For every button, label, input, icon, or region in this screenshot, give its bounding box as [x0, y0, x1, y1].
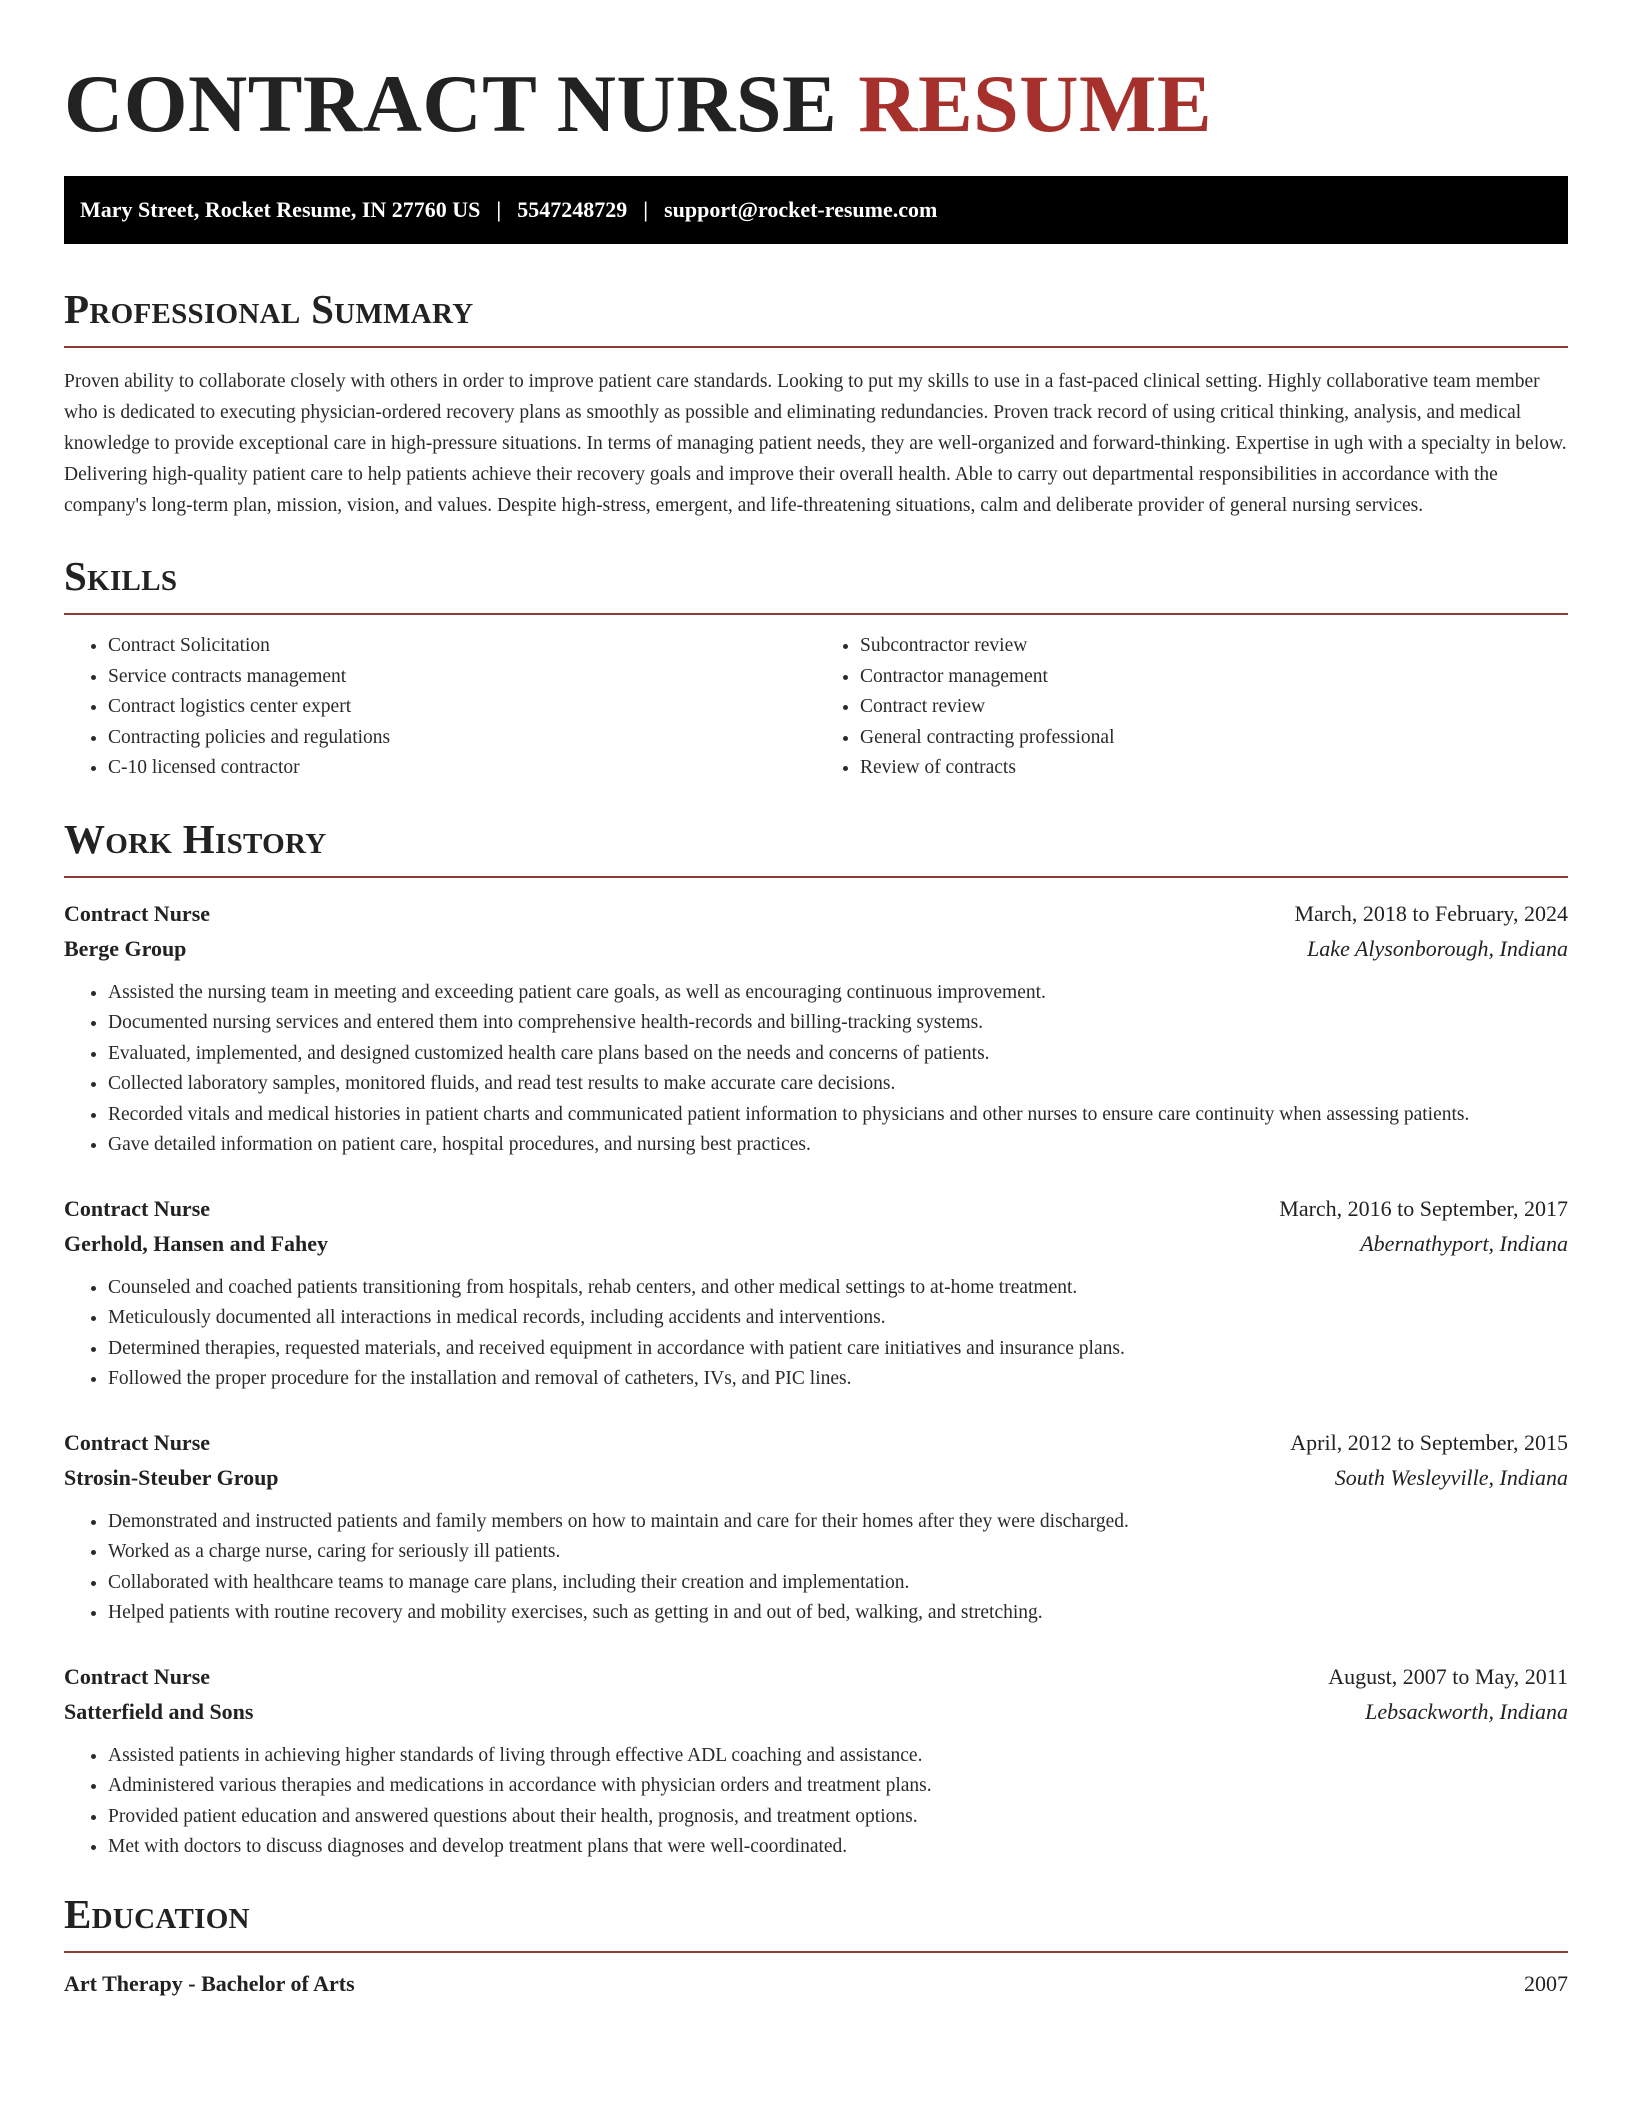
- job-duty: • Gave detailed information on patient care, hospital procedures, and nursing best practices.: [108, 1130, 1568, 1161]
- job-entry: [64, 1191, 1568, 1395]
- job-dates: April, 2012 to September, 2015: [1290, 1429, 1568, 1455]
- section-heading-summary: Professional Summary: [64, 286, 474, 332]
- skill-item: • Review of contracts: [860, 753, 1568, 784]
- contact-separator: |: [496, 197, 502, 222]
- skill-item: • General contracting professional: [860, 723, 1568, 754]
- education-year: 2007: [1524, 1970, 1568, 1996]
- section-heading-work-history: Work History: [64, 815, 327, 862]
- education-degree: Art Therapy - Bachelor of Arts: [64, 1970, 355, 1996]
- job-duty: • Provided patient education and answered questions about their health, prognosis, and treatment options.: [108, 1802, 1568, 1833]
- job-duty: • Collaborated with healthcare teams to manage care plans, including their creation and implementation.: [108, 1568, 1568, 1599]
- job-duty: • Assisted patients in achieving higher standards of living through effective ADL coaching and assistance.: [108, 1741, 1568, 1772]
- job-duty: • Administered various therapies and medications in accordance with physician orders and treatment plans.: [108, 1771, 1568, 1802]
- section-heading-skills: Skills: [64, 553, 178, 599]
- job-title: Contract Nurse: [64, 900, 211, 926]
- job-duty: • Met with doctors to discuss diagnoses and develop treatment plans that were well-coordinated.: [108, 1832, 1568, 1863]
- job-duties: [64, 1273, 1568, 1395]
- job-entry: [64, 1659, 1568, 1863]
- summary-text: Proven ability to collaborate closely with others in order to improve patient care standards. Looking to put my skills to use in a fast-paced clinical setting. Highly collaborative team member who is dedicated to executing physician-ordered recovery plans as smoothly as possible and eliminating redundancies. Proven track record of using critical thinking, analysis, and medical knowledge to provide exceptional care in high-pressure situations. In terms of managing patient needs, they are well-organized and forward-thinking. Expertise in ugh with a specialty in below. Delivering high-quality patient care to help patients achieve their recovery goals and improve their overall health. Able to carry out departmental responsibilities in accordance with the company's long-term plan, mission, vision, and values. Despite high-stress, emergent, and life-threatening situations, calm and deliberate provider of general nursing services.: [64, 371, 1567, 516]
- job-title: Contract Nurse: [64, 1195, 211, 1221]
- section-divider: [64, 613, 1568, 615]
- title-main: CONTRACT NURSE: [64, 58, 838, 149]
- contact-separator: |: [643, 197, 649, 222]
- education-section: [64, 1889, 1568, 1997]
- job-duty: • Evaluated, implemented, and designed customized health care plans based on the needs and concerns of patients.: [108, 1039, 1568, 1070]
- job-company: Berge Group: [64, 935, 187, 961]
- skill-item: • Subcontractor review: [860, 631, 1568, 662]
- skills-column-right: [816, 631, 1568, 784]
- title-accent: RESUME: [858, 58, 1213, 149]
- job-duty: • Helped patients with routine recovery and mobility exercises, such as getting in and out of bed, walking, and stretching.: [108, 1598, 1568, 1629]
- job-company: Gerhold, Hansen and Fahey: [64, 1230, 329, 1256]
- job-dates: March, 2016 to September, 2017: [1279, 1195, 1568, 1221]
- job-duty: • Determined therapies, requested materials, and received equipment in accordance with patient care initiatives and insurance plans.: [108, 1334, 1568, 1365]
- job-duty: • Worked as a charge nurse, caring for seriously ill patients.: [108, 1537, 1568, 1568]
- job-dates: August, 2007 to May, 2011: [1328, 1663, 1568, 1689]
- job-duty: • Recorded vitals and medical histories in patient charts and communicated patient information to physicians and other nurses to ensure care continuity when assessing patients.: [108, 1100, 1568, 1131]
- resume-title: [64, 0, 1568, 160]
- job-duties: [64, 1741, 1568, 1863]
- skill-item: • Contract logistics center expert: [108, 692, 816, 723]
- work-history-section: [64, 814, 1568, 1863]
- job-duty: • Assisted the nursing team in meeting and exceeding patient care goals, as well as encouraging continuous improvement.: [108, 978, 1568, 1009]
- skills-section: [64, 551, 1568, 784]
- job-location: Lebsackworth, Indiana: [1365, 1698, 1568, 1724]
- job-duty: • Meticulously documented all interactions in medical records, including accidents and interventions.: [108, 1303, 1568, 1334]
- job-title: Contract Nurse: [64, 1663, 211, 1689]
- skill-item: • C-10 licensed contractor: [108, 753, 816, 784]
- job-title: Contract Nurse: [64, 1429, 211, 1455]
- job-duty: • Followed the proper procedure for the installation and removal of catheters, IVs, and PIC lines.: [108, 1364, 1568, 1395]
- education-entry: [64, 1971, 1568, 1997]
- job-duty: • Documented nursing services and entered them into comprehensive health-records and billing-tracking systems.: [108, 1008, 1568, 1039]
- job-duties: [64, 1507, 1568, 1629]
- contact-phone: 5547248729: [517, 197, 628, 222]
- job-duty: • Demonstrated and instructed patients and family members on how to maintain and care for their homes after they were discharged.: [108, 1507, 1568, 1538]
- job-location: Abernathyport, Indiana: [1360, 1230, 1568, 1256]
- job-company: Satterfield and Sons: [64, 1698, 254, 1724]
- job-entry: [64, 1425, 1568, 1629]
- skills-column-left: [64, 631, 816, 784]
- contact-bar: [64, 176, 1568, 244]
- skills-list: [64, 631, 1568, 784]
- job-company: Strosin-Steuber Group: [64, 1464, 279, 1490]
- job-duty: • Counseled and coached patients transitioning from hospitals, rehab centers, and other medical settings to at-home treatment.: [108, 1273, 1568, 1304]
- skill-item: • Service contracts management: [108, 662, 816, 693]
- skill-item: • Contracting policies and regulations: [108, 723, 816, 754]
- job-duties: [64, 978, 1568, 1161]
- summary-section: [64, 284, 1568, 521]
- contact-email: support@rocket-resume.com: [664, 197, 938, 222]
- skill-item: • Contract review: [860, 692, 1568, 723]
- job-entry: [64, 896, 1568, 1161]
- section-divider: [64, 346, 1568, 348]
- contact-address: Mary Street, Rocket Resume, IN 27760 US: [80, 197, 481, 222]
- skill-item: • Contractor management: [860, 662, 1568, 693]
- skill-item: • Contract Solicitation: [108, 631, 816, 662]
- job-dates: March, 2018 to February, 2024: [1294, 900, 1568, 926]
- section-divider: [64, 876, 1568, 878]
- job-duty: • Collected laboratory samples, monitored fluids, and read test results to make accurate care decisions.: [108, 1069, 1568, 1100]
- job-location: South Wesleyville, Indiana: [1334, 1464, 1568, 1490]
- section-divider: [64, 1951, 1568, 1953]
- section-heading-education: Education: [64, 1890, 250, 1937]
- job-location: Lake Alysonborough, Indiana: [1307, 935, 1568, 961]
